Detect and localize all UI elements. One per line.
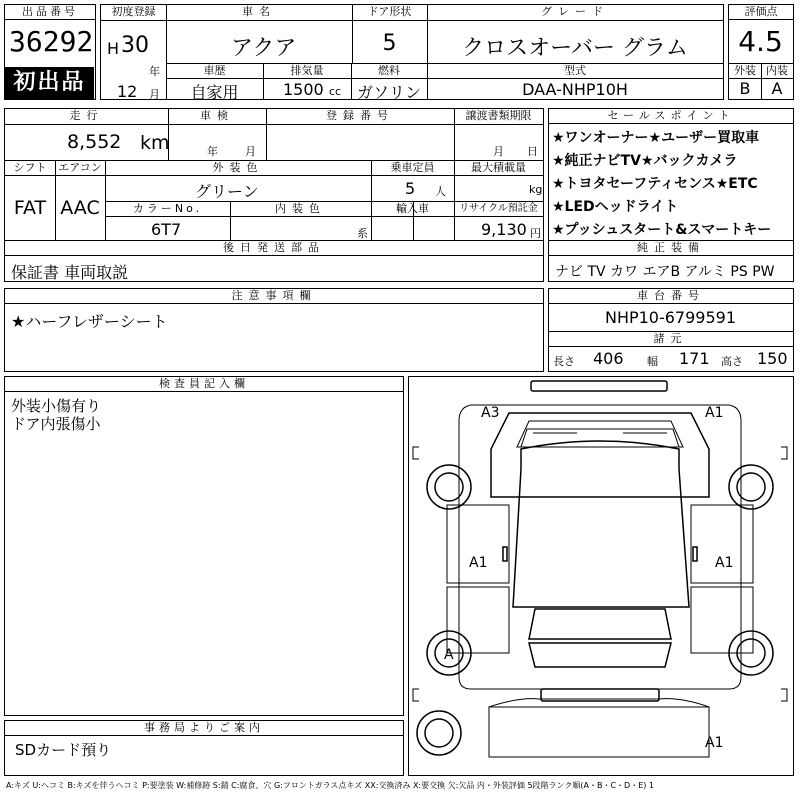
spec-box: [4, 108, 544, 242]
int-color-label: 内装色: [275, 202, 326, 215]
score-box: [728, 4, 794, 100]
notes-label: 注意事項欄: [5, 289, 543, 304]
ext-color-label: 外装色: [212, 161, 264, 174]
int-score-label: 内装: [766, 64, 788, 77]
sales-points-label: セールスポイント: [549, 109, 793, 124]
inspector-line-1: 外装小傷有り: [11, 397, 102, 415]
reg-no-label: 登録番号: [326, 109, 394, 122]
fuel-label: 燃料: [378, 64, 400, 77]
fuel-value: ガソリン: [356, 83, 421, 102]
inspection-month-unit: 月: [245, 145, 256, 158]
max-load-label: 最大積載量: [471, 161, 526, 174]
sales-point-2: ★純正ナビTV★バックカメラ: [552, 153, 738, 169]
dims-len: 406: [593, 349, 624, 368]
sales-points-box: [548, 108, 794, 242]
inspection-year-unit: 年: [207, 145, 218, 158]
sales-point-4: ★LEDヘッドライト: [552, 199, 679, 215]
ext-score-label: 外装: [734, 64, 756, 77]
dims-wid: 171: [679, 349, 710, 368]
inspector-line-2: ドア内張傷小: [11, 415, 101, 433]
grade-label: グレード: [541, 5, 609, 18]
transfer-label: 譲渡書類期限: [465, 109, 532, 122]
history-label: 車歴: [203, 64, 226, 77]
first-listing-badge: 初出品: [5, 67, 94, 99]
first-reg-month: 12: [117, 82, 138, 101]
lot-label: 出品番号: [5, 5, 95, 20]
model-value: DAA-NHP10H: [522, 80, 628, 99]
car-name-value: アクア: [231, 36, 297, 61]
mark-rear: A1: [705, 735, 724, 751]
recycle-label: リサイクル預託金: [459, 203, 538, 214]
sales-point-1: ★ワンオーナー★ユーザー買取車: [552, 130, 760, 146]
mileage-value: 8,552: [67, 131, 122, 153]
capacity-value: 5: [405, 179, 416, 198]
shift-value: FAT: [13, 197, 47, 219]
recycle-unit: 円: [530, 227, 541, 240]
ext-score: B: [739, 79, 751, 98]
equipment-value: ナビ TV カワ エアB アルミ PS PW: [555, 264, 775, 280]
header-box: [100, 4, 724, 100]
chassis-label: 車台番号: [549, 289, 793, 304]
notes-box: [4, 288, 544, 372]
max-load-unit: kg: [529, 183, 543, 196]
first-reg-year: 30: [121, 33, 149, 58]
notes-value: ★ハーフレザーシート: [11, 312, 168, 331]
equipment-box: [548, 240, 794, 282]
first-reg-year-unit: 年: [149, 65, 160, 78]
displacement-unit: cc: [329, 85, 342, 98]
capacity-label: 乗車定員: [390, 161, 435, 174]
sales-point-5: ★プッシュスタート&スマートキー: [552, 222, 772, 238]
door-label: ドア形状: [367, 5, 412, 18]
first-reg-era: H: [107, 39, 120, 58]
displacement-value: 1500: [283, 80, 324, 99]
lot-number: 36292: [9, 25, 94, 58]
first-reg-month-unit: 月: [149, 88, 160, 101]
grade-value: クロスオーバー グラム: [462, 36, 688, 61]
mark-front-right: A1: [705, 405, 724, 421]
mileage-label: 走行: [69, 109, 104, 122]
equipment-label: 純正装備: [549, 241, 793, 256]
import-label: 輸入車: [396, 202, 429, 215]
chassis-value: NHP10-6799591: [604, 308, 737, 327]
recycle-value: 9,130: [481, 220, 527, 239]
capacity-unit: 人: [435, 185, 446, 198]
mark-right-door: A1: [715, 555, 734, 571]
history-value: 自家用: [190, 83, 239, 102]
chassis-box: [548, 288, 794, 372]
ext-color-value: グリーン: [195, 182, 259, 201]
mark-front-left: A3: [481, 405, 500, 421]
later-parts-label: 後日発送部品: [5, 241, 543, 256]
dims-wid-label: 幅: [647, 355, 658, 368]
car-name-label: 車名: [242, 5, 276, 18]
inspector-box: [4, 376, 404, 716]
sales-point-3: ★トヨタセーフティセンス★ETC: [552, 176, 758, 192]
lot-box: [4, 4, 96, 100]
mileage-unit: km: [140, 132, 170, 154]
mark-left-door: A1: [469, 555, 488, 571]
model-label: 型式: [564, 64, 586, 77]
transfer-month-unit: 月: [493, 145, 504, 158]
dims-len-label: 長さ: [553, 355, 575, 368]
later-parts-box: [4, 240, 544, 282]
color-no-label: カラーNo.: [132, 202, 203, 215]
inspection-label: 車検: [200, 109, 234, 122]
aircon-label: エアコン: [58, 161, 102, 174]
score-value: 4.5: [738, 25, 783, 58]
door-value: 5: [382, 31, 397, 56]
displacement-label: 排気量: [290, 64, 324, 77]
int-score: A: [771, 79, 783, 98]
color-no-value: 6T7: [151, 220, 182, 239]
dims-label: 諸元: [653, 332, 688, 345]
office-value: SDカード預り: [15, 741, 112, 759]
score-label: 評価点: [729, 5, 793, 20]
dims-hei-label: 高さ: [721, 355, 743, 368]
legend: A:キズ U:ヘコミ B:キズを伴うヘコミ P:要塗装 W:補修跡 S:錆 C:腐食、穴 G:フロントガラス点キズ XX:交換済み X:要交換 欠:欠品 内・外装評価 5段階ランク順(A・B・C・D・E) 1: [6, 781, 655, 790]
car-diagram: [409, 377, 792, 774]
office-box: [4, 720, 404, 776]
first-reg-label: 初度登録: [111, 5, 156, 18]
car-diagram-box: [408, 376, 794, 776]
mark-left-rear-wheel: A: [444, 647, 454, 663]
inspector-label: 検査員記入欄: [5, 377, 403, 392]
aircon-value: AAC: [60, 197, 100, 219]
int-color-unit: 系: [357, 227, 368, 240]
later-parts-value: 保証書 車両取説: [11, 263, 129, 282]
office-label: 事務局よりご案内: [5, 721, 403, 736]
shift-label: シフト: [13, 161, 47, 174]
dims-hei: 150: [757, 349, 788, 368]
transfer-day-unit: 日: [527, 145, 538, 158]
